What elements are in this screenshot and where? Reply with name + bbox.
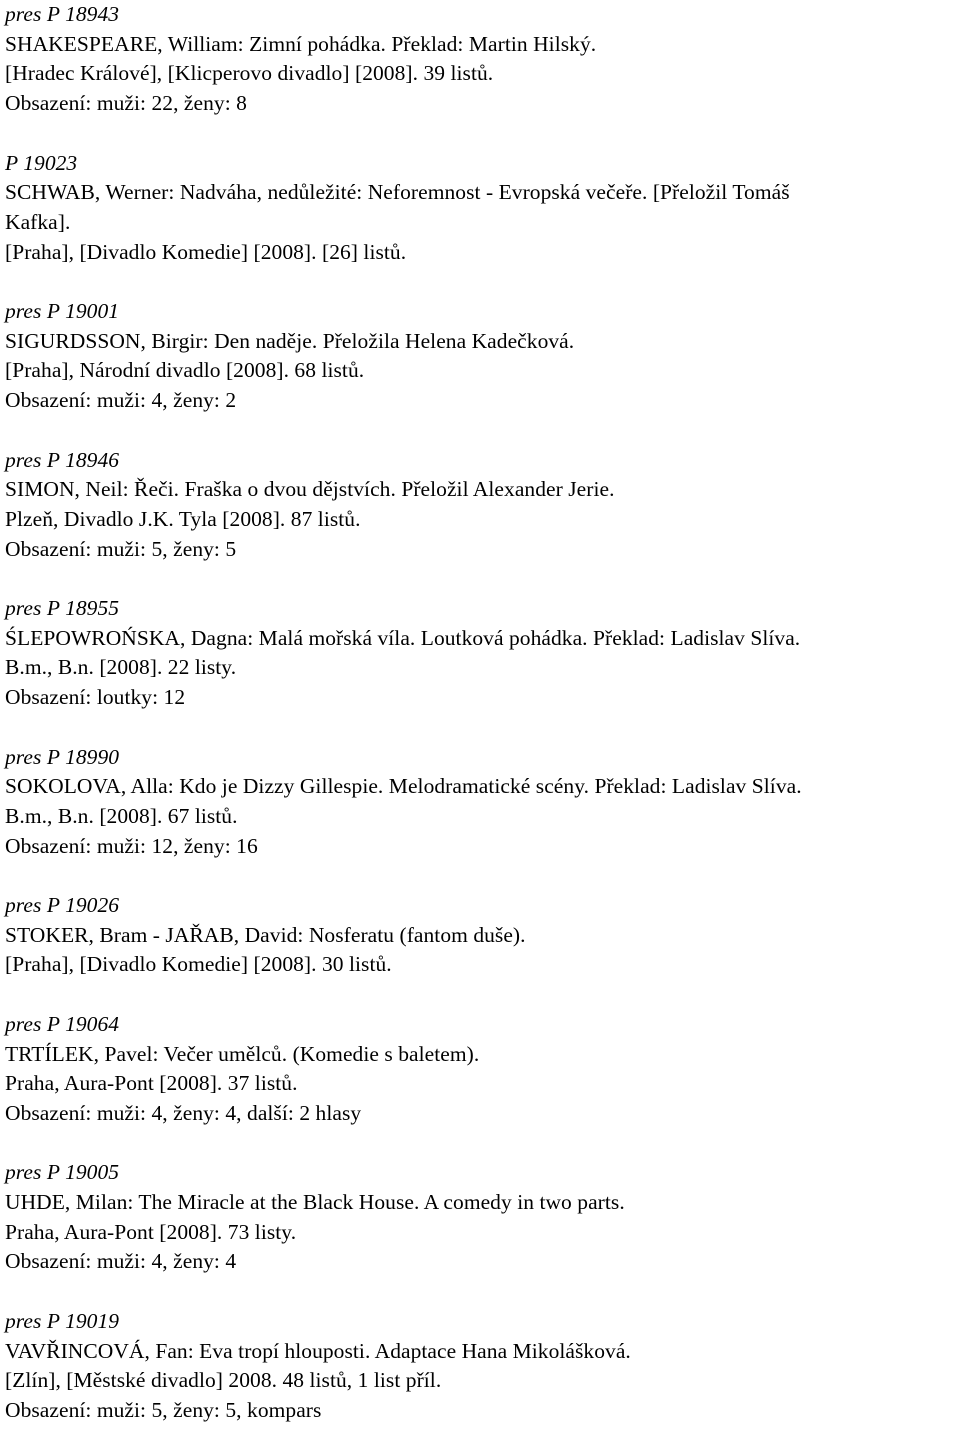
entry-signature: pres P 19001 [5,299,120,323]
catalog-entry [5,446,955,565]
entry-publication-line: [Hradec Králové], [Klicperovo divadlo] [2008]. 39 listů. [5,61,494,86]
entry-signature: pres P 18943 [5,2,120,26]
entry-signature: pres P 19064 [5,1011,120,1036]
entry-title-line: SOKOLOVA, Alla: Kdo je Dizzy Gillespie. Melodramatické scény. Překlad: Ladislav Slíva. [5,774,802,799]
catalog-entry [5,149,955,268]
catalog-entry [5,1307,955,1426]
entry-title-line: UHDE, Milan: The Miracle at the Black House. A comedy in two parts. [5,1190,625,1214]
catalog-entry [5,1158,955,1277]
entry-signature: pres P 18955 [5,596,120,620]
entry-cast-line: Obsazení: muži: 4, ženy: 2 [5,388,237,413]
catalog-entry [5,0,955,119]
entry-cast-line: Obsazení: muži: 5, ženy: 5 [5,536,237,561]
entry-signature: pres P 19026 [5,893,120,917]
entry-title-line: SHAKESPEARE, William: Zimní pohádka. Překlad: Martin Hilský. [5,31,597,56]
entry-publication-line: Praha, Aura-Pont [2008]. 37 listů. [5,1071,298,1096]
catalog-entry [5,594,955,713]
catalog-entry [5,297,955,416]
entry-cast-line: Obsazení: muži: 22, ženy: 8 [5,91,247,116]
entry-publication-line: B.m., B.n. [2008]. 67 listů. [5,803,238,828]
entry-publication-line: B.m., B.n. [2008]. 22 listy. [5,655,237,680]
entry-publication-line: [Praha], Národní divadlo [2008]. 68 listů. [5,358,365,383]
catalog-entry [5,743,955,862]
entry-title-line: SIMON, Neil: Řeči. Fraška o dvou dějstvích. Přeložil Alexander Jerie. [5,477,615,502]
catalog-entry [5,1010,955,1129]
entry-publication-line: Plzeň, Divadlo J.K. Tyla [2008]. 87 listů. [5,506,361,531]
entry-cast-line: Obsazení: loutky: 12 [5,685,186,710]
entry-title-line: SCHWAB, Werner: Nadváha, nedůležité: Neforemnost - Evropská večeře. [Přeložil Tomáš [5,180,790,205]
entry-signature: pres P 19005 [5,1160,120,1185]
entry-cast-line: Obsazení: muži: 5, ženy: 5, kompars [5,1397,322,1422]
entry-title-line: STOKER, Bram - JAŘAB, David: Nosferatu (fantom duše). [5,922,526,947]
entry-signature: pres P 19019 [5,1308,120,1333]
entry-title-line: TRTÍLEK, Pavel: Večer umělců. (Komedie s baletem). [5,1041,480,1066]
catalog-entry [5,891,955,980]
entry-cast-line: Obsazení: muži: 4, ženy: 4 [5,1249,237,1274]
document-body [5,0,955,1426]
entry-cast-line: Obsazení: muži: 4, ženy: 4, další: 2 hlasy [5,1100,362,1125]
entry-publication-line: [Praha], [Divadlo Komedie] [2008]. 30 listů. [5,952,392,977]
entry-title-line: ŚLEPOWROŃSKA, Dagna: Malá mořská víla. Loutková pohádka. Překlad: Ladislav Slíva. [5,625,801,650]
entry-title-line: SIGURDSSON, Birgir: Den naděje. Přeložila Helena Kadečková. [5,328,575,353]
entry-signature: P 19023 [5,150,78,175]
entry-title-continuation-line: Kafka]. [5,209,71,234]
entry-cast-line: Obsazení: muži: 12, ženy: 16 [5,833,258,858]
entry-title-line: VAVŘINCOVÁ, Fan: Eva tropí hlouposti. Adaptace Hana Mikolášková. [5,1338,631,1363]
entry-publication-line: [Praha], [Divadlo Komedie] [2008]. [26] listů. [5,239,407,264]
entry-signature: pres P 18990 [5,744,120,769]
entry-signature: pres P 18946 [5,447,120,472]
entry-publication-line: Praha, Aura-Pont [2008]. 73 listy. [5,1219,297,1244]
entry-publication-line: [Zlín], [Městské divadlo] 2008. 48 listů, 1 list příl. [5,1368,442,1393]
